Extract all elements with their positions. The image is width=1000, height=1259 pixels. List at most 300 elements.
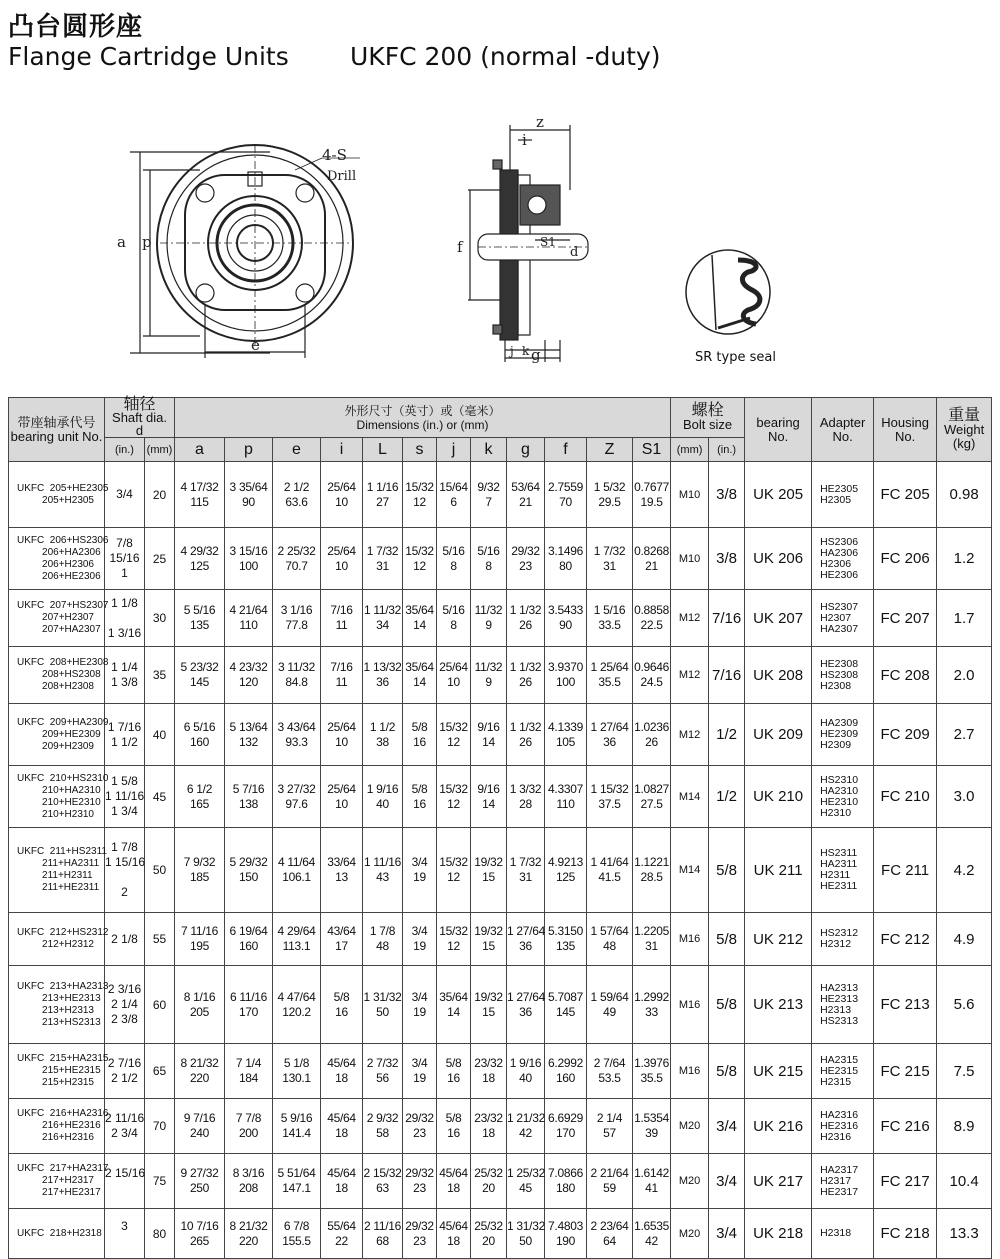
dim-cell-g — [507, 590, 545, 647]
dim-mm-value: 15 — [482, 1004, 495, 1019]
dim-inch-value: 9 27/32 — [180, 1166, 219, 1180]
dim-inch-value: 15/32 — [439, 924, 468, 938]
dim-cell-a — [175, 766, 225, 828]
dim-inch-value: 29/32 — [405, 1218, 434, 1233]
dim-cell-l — [363, 647, 403, 704]
dim-inch-value: 2 1/4 — [596, 1111, 623, 1125]
dim-mm-value: 43 — [376, 870, 389, 884]
dim-mm-value: 100 — [238, 558, 259, 573]
weight-cell: 1.7 — [937, 590, 992, 647]
dim-inch-value: 2.7559 — [548, 479, 583, 494]
dim-cell-l — [363, 1099, 403, 1154]
shaft-mm-cell: 25 — [145, 528, 175, 590]
dim-inch-value: 15/64 — [439, 479, 468, 494]
bearing-no-cell: UK 206 — [745, 528, 812, 590]
dim-inch-value: 7 1/4 — [235, 1056, 262, 1070]
dim-cell-a — [175, 828, 225, 913]
bolt-in-cell: 5/8 — [709, 1044, 745, 1099]
dim-cell-e — [273, 462, 321, 528]
shaft-in-cell: 1 7/16 1 1/2 — [105, 704, 145, 766]
dim-inch-value: 1.1221 — [634, 855, 669, 869]
bearing-unit-cell: UKFC 218+H2318 — [9, 1209, 105, 1259]
header-dim-j: j — [437, 438, 471, 462]
dim-mm-value: 208 — [238, 1181, 259, 1195]
dim-mm-value: 18 — [335, 1071, 348, 1085]
side-view — [468, 125, 590, 362]
dim-cell-f — [545, 1154, 587, 1209]
dim-inch-value: 6 5/16 — [183, 719, 216, 734]
dim-mm-value: 68 — [376, 1233, 389, 1248]
dim-inch-value: 2 15/32 — [363, 1166, 402, 1180]
table-row — [9, 704, 992, 766]
dim-inch-value: 4 29/64 — [277, 924, 316, 938]
shaft-in-cell: 1 1/8 1 3/16 — [105, 590, 145, 647]
dim-inch-value: 1 21/32 — [507, 1111, 545, 1125]
bolt-in-cell: 3/8 — [709, 462, 745, 528]
dim-inch-value: 3/4 — [411, 855, 428, 869]
dim-inch-value: 6 7/8 — [283, 1218, 310, 1233]
dim-mm-value: 18 — [447, 1181, 460, 1195]
bolt-mm-cell: M20 — [671, 1154, 709, 1209]
header-bolt-mm: (mm) — [671, 438, 709, 462]
dim-mm-value: 11 — [335, 675, 348, 689]
dim-inch-value: 5/16 — [477, 543, 500, 558]
dim-mm-value: 141.4 — [282, 1126, 311, 1140]
dim-mm-value: 28 — [519, 796, 532, 811]
dim-mm-value: 135 — [189, 618, 210, 632]
dim-inch-value: 25/64 — [327, 479, 356, 494]
series-title: UKFC 200 (normal -duty) — [350, 42, 661, 71]
dim-inch-value: 7 9/32 — [183, 855, 216, 869]
dim-inch-value: 1 15/32 — [590, 781, 629, 796]
dim-label-i: i — [522, 131, 527, 149]
bolt-mm-cell: M12 — [671, 647, 709, 704]
dim-mm-value: 27.5 — [640, 796, 663, 811]
bearing-unit-cell: UKFC 212+HS2312 212+H2312 — [9, 913, 105, 966]
dim-mm-value: 170 — [555, 1126, 576, 1140]
dim-mm-value: 18 — [335, 1181, 348, 1195]
bolt-mm-cell: M16 — [671, 1044, 709, 1099]
header-dimensions — [175, 398, 671, 438]
shaft-in-cell: 1 5/8 1 11/16 1 3/4 — [105, 766, 145, 828]
dim-mm-value: 12 — [447, 870, 460, 884]
dim-inch-value: 5/8 — [411, 719, 428, 734]
dim-cell-g — [507, 704, 545, 766]
dim-mm-value: 132 — [238, 734, 259, 749]
dim-inch-value: 5 9/16 — [280, 1111, 313, 1125]
dim-mm-value: 16 — [447, 1126, 460, 1140]
dim-inch-value: 1.2205 — [634, 924, 669, 938]
dim-inch-value: 0.8858 — [634, 603, 669, 617]
dim-cell-z — [587, 1154, 633, 1209]
header-dim-f: f — [545, 438, 587, 462]
adapter-no-cell: HS2311 HA2311 H2311 HE2311 — [812, 828, 874, 913]
dim-cell-s1 — [633, 966, 671, 1044]
dim-mm-value: 36 — [376, 675, 389, 689]
bolt-in-cell: 3/4 — [709, 1154, 745, 1209]
dim-cell-e — [273, 766, 321, 828]
weight-cell: 0.98 — [937, 462, 992, 528]
dim-mm-value: 160 — [189, 734, 210, 749]
dim-inch-value: 0.8268 — [634, 543, 669, 558]
dim-mm-value: 125 — [555, 870, 576, 884]
dim-mm-value: 265 — [189, 1233, 210, 1248]
dim-mm-value: 20 — [482, 1181, 495, 1195]
dim-mm-value: 115 — [190, 494, 209, 509]
weight-cell: 3.0 — [937, 766, 992, 828]
dim-cell-g — [507, 966, 545, 1044]
dim-inch-value: 25/32 — [474, 1218, 503, 1233]
bolt-mm-cell: M10 — [671, 462, 709, 528]
dim-mm-value: 48 — [603, 939, 616, 953]
dim-mm-value: 21 — [645, 558, 658, 573]
dim-inch-value: 25/32 — [474, 1166, 503, 1180]
dim-mm-value: 100 — [555, 675, 576, 689]
dim-cell-f — [545, 766, 587, 828]
shaft-in-cell: 7/8 15/16 1 — [105, 528, 145, 590]
bolt-in-cell: 1/2 — [709, 704, 745, 766]
dim-cell-i — [321, 462, 363, 528]
dim-inch-value: 5 51/64 — [277, 1166, 316, 1180]
dim-mm-value: 147.1 — [282, 1181, 311, 1195]
dim-cell-i — [321, 966, 363, 1044]
dim-cell-z — [587, 590, 633, 647]
dim-mm-value: 9 — [485, 618, 492, 632]
dim-inch-value: 2 23/64 — [590, 1218, 629, 1233]
bearing-unit-cell: UKFC 207+HS2307 207+H2307 207+HA2307 — [9, 590, 105, 647]
dim-mm-value: 16 — [413, 796, 426, 811]
table-row — [9, 1154, 992, 1209]
dim-inch-value: 1 11/32 — [363, 603, 402, 617]
dim-mm-value: 45 — [519, 1181, 532, 1195]
dim-label-e: e — [251, 336, 260, 354]
dim-cell-l — [363, 1209, 403, 1259]
dim-inch-value: 4.1339 — [548, 719, 583, 734]
dim-mm-value: 56 — [376, 1071, 389, 1085]
bearing-no-cell: UK 211 — [745, 828, 812, 913]
shaft-mm-cell: 70 — [145, 1099, 175, 1154]
dim-inch-value: 2 1/2 — [283, 479, 310, 494]
bolt-mm-cell: M12 — [671, 590, 709, 647]
dim-mm-value: 23 — [519, 558, 532, 573]
dim-mm-value: 160 — [238, 939, 259, 953]
dim-mm-value: 120 — [238, 675, 259, 689]
dim-mm-value: 48 — [376, 939, 389, 953]
dim-inch-value: 1 27/64 — [507, 924, 545, 938]
shaft-mm-cell: 50 — [145, 828, 175, 913]
bolt-in-cell: 3/4 — [709, 1099, 745, 1154]
shaft-mm-cell: 55 — [145, 913, 175, 966]
dim-mm-value: 27 — [376, 494, 389, 509]
housing-no-cell: FC 213 — [874, 966, 937, 1044]
dim-cell-e — [273, 1154, 321, 1209]
dim-cell-k — [471, 528, 507, 590]
dim-inch-value: 5.7087 — [548, 989, 583, 1004]
dim-mm-value: 130.1 — [282, 1071, 311, 1085]
dim-mm-value: 220 — [238, 1233, 259, 1248]
dim-cell-z — [587, 647, 633, 704]
dim-inch-value: 45/64 — [439, 1218, 468, 1233]
dim-cell-a — [175, 462, 225, 528]
dim-cell-l — [363, 766, 403, 828]
dim-inch-value: 1 7/32 — [366, 543, 399, 558]
dim-inch-value: 5/16 — [442, 543, 465, 558]
dim-mm-value: 7 — [485, 494, 492, 509]
dim-mm-value: 42 — [645, 1233, 658, 1248]
bolt-mm-cell: M10 — [671, 528, 709, 590]
dim-inch-value: 3/4 — [411, 989, 428, 1004]
dim-cell-s — [403, 590, 437, 647]
table-header — [9, 398, 992, 462]
weight-cell: 7.5 — [937, 1044, 992, 1099]
weight-cell: 1.2 — [937, 528, 992, 590]
dim-mm-value: 97.6 — [285, 796, 308, 811]
dim-cell-j — [437, 704, 471, 766]
dim-mm-value: 84.8 — [285, 675, 308, 689]
housing-no-cell: FC 215 — [874, 1044, 937, 1099]
dim-inch-value: 15/32 — [439, 719, 468, 734]
dim-inch-value: 33/64 — [327, 855, 356, 869]
dim-mm-value: 8 — [450, 558, 457, 573]
dim-inch-value: 1.0827 — [634, 781, 669, 796]
dim-cell-j — [437, 1044, 471, 1099]
dim-inch-value: 43/64 — [327, 924, 356, 938]
dim-cell-s1 — [633, 913, 671, 966]
dim-cell-j — [437, 913, 471, 966]
bearing-unit-cell: UKFC 205+HE2305 205+H2305 — [9, 462, 105, 528]
dim-cell-p — [225, 1099, 273, 1154]
shaft-in-cell: 1 1/4 1 3/8 — [105, 647, 145, 704]
table-row — [9, 647, 992, 704]
dim-mm-value: 23 — [413, 1181, 426, 1195]
dim-mm-value: 33.5 — [598, 618, 621, 632]
dim-inch-value: 3/4 — [411, 924, 428, 938]
dim-inch-value: 45/64 — [327, 1056, 356, 1070]
header-unit-cn: 带座轴承代号 — [17, 414, 96, 430]
dim-cell-s — [403, 766, 437, 828]
dim-inch-value: 29/32 — [511, 543, 540, 558]
dim-mm-value: 63 — [376, 1181, 389, 1195]
dim-cell-s — [403, 462, 437, 528]
adapter-no-cell: H2318 — [812, 1209, 874, 1259]
dim-cell-l — [363, 704, 403, 766]
housing-no-cell: FC 218 — [874, 1209, 937, 1259]
dim-mm-value: 80 — [559, 558, 572, 573]
dim-inch-value: 25/64 — [327, 543, 356, 558]
bearing-no-cell: UK 215 — [745, 1044, 812, 1099]
dim-cell-a — [175, 647, 225, 704]
housing-no-cell: FC 206 — [874, 528, 937, 590]
dim-cell-s1 — [633, 590, 671, 647]
dim-cell-k — [471, 590, 507, 647]
dim-cell-j — [437, 1099, 471, 1154]
dim-inch-value: 9/16 — [477, 719, 500, 734]
header-weight-cn: 重量 — [948, 406, 981, 424]
dim-label-k: k — [522, 344, 530, 358]
dim-mm-value: 22.5 — [640, 618, 663, 632]
dim-mm-value: 28.5 — [640, 870, 663, 884]
dim-inch-value: 7.4803 — [548, 1218, 583, 1233]
dim-cell-s — [403, 1209, 437, 1259]
dim-cell-l — [363, 590, 403, 647]
dim-mm-value: 205 — [189, 1004, 210, 1019]
dim-inch-value: 23/32 — [474, 1056, 503, 1070]
header-adapter-no: Adapter No. — [812, 398, 874, 462]
dim-inch-value: 4 23/32 — [229, 660, 268, 674]
dim-mm-value: 110 — [239, 618, 258, 632]
dim-inch-value: 4.3307 — [548, 781, 583, 796]
dim-inch-value: 1.3976 — [634, 1056, 669, 1070]
dim-mm-value: 250 — [189, 1181, 210, 1195]
dim-inch-value: 6.2992 — [548, 1056, 583, 1070]
shaft-in-cell: 2 3/16 2 1/4 2 3/8 — [105, 966, 145, 1044]
dim-inch-value: 45/64 — [327, 1166, 356, 1180]
dim-mm-value: 37.5 — [598, 796, 621, 811]
dim-inch-value: 35/64 — [405, 603, 434, 617]
bearing-no-cell: UK 205 — [745, 462, 812, 528]
dim-inch-value: 1 9/16 — [509, 1056, 542, 1070]
adapter-no-cell: HA2315 HE2315 H2315 — [812, 1044, 874, 1099]
dim-mm-value: 22 — [335, 1233, 348, 1248]
dim-cell-s1 — [633, 1044, 671, 1099]
adapter-no-cell: HS2306 HA2306 H2306 HE2306 — [812, 528, 874, 590]
dim-inch-value: 1 59/64 — [590, 989, 629, 1004]
dim-cell-f — [545, 528, 587, 590]
shaft-mm-cell: 20 — [145, 462, 175, 528]
dim-mm-value: 23 — [413, 1233, 426, 1248]
dim-inch-value: 6 19/64 — [229, 924, 268, 938]
adapter-no-cell: HA2313 HE2313 H2313 HS2313 — [812, 966, 874, 1044]
dim-label-s1: S1 — [540, 235, 556, 249]
dim-cell-s — [403, 704, 437, 766]
adapter-no-cell: HA2317 H2317 HE2317 — [812, 1154, 874, 1209]
dim-mm-value: 8 — [450, 618, 457, 632]
dim-inch-value: 9/32 — [477, 479, 500, 494]
bolt-in-cell: 5/8 — [709, 966, 745, 1044]
bearing-no-cell: UK 218 — [745, 1209, 812, 1259]
dim-cell-s — [403, 1099, 437, 1154]
dim-cell-g — [507, 647, 545, 704]
dim-mm-value: 185 — [189, 870, 210, 884]
shaft-mm-cell: 40 — [145, 704, 175, 766]
dim-cell-p — [225, 590, 273, 647]
bearing-no-cell: UK 217 — [745, 1154, 812, 1209]
dim-cell-p — [225, 528, 273, 590]
dim-mm-value: 180 — [555, 1181, 576, 1195]
dim-mm-value: 24.5 — [640, 675, 663, 689]
dim-inch-value: 1.6535 — [634, 1218, 669, 1233]
dim-cell-z — [587, 966, 633, 1044]
dim-cell-s — [403, 1154, 437, 1209]
dim-inch-value: 6 11/16 — [229, 989, 268, 1004]
bolt-mm-cell: M16 — [671, 966, 709, 1044]
dim-mm-value: 31 — [376, 558, 389, 573]
dim-mm-value: 50 — [376, 1004, 389, 1019]
dim-inch-value: 5/8 — [445, 1111, 462, 1125]
dim-mm-value: 12 — [447, 796, 460, 811]
dim-mm-value: 8 — [485, 558, 492, 573]
housing-no-cell: FC 207 — [874, 590, 937, 647]
dim-inch-value: 29/32 — [405, 1166, 434, 1180]
dim-inch-value: 25/64 — [327, 719, 356, 734]
dim-inch-value: 55/64 — [327, 1218, 356, 1233]
dim-cell-e — [273, 913, 321, 966]
dim-mm-value: 36 — [519, 939, 532, 953]
dim-mm-value: 19 — [413, 1004, 426, 1019]
shaft-mm-cell: 65 — [145, 1044, 175, 1099]
header-dim-s: s — [403, 438, 437, 462]
dim-inch-value: 35/64 — [439, 989, 468, 1004]
dim-inch-value: 2 9/32 — [366, 1111, 399, 1125]
housing-no-cell: FC 212 — [874, 913, 937, 966]
dim-mm-value: 23 — [413, 1126, 426, 1140]
dim-mm-value: 42 — [519, 1126, 532, 1140]
dim-mm-value: 170 — [238, 1004, 259, 1019]
dim-inch-value: 1 7/32 — [509, 855, 542, 869]
table-row — [9, 590, 992, 647]
dim-inch-value: 2 21/64 — [590, 1166, 629, 1180]
dim-cell-a — [175, 1209, 225, 1259]
dim-inch-value: 2 25/32 — [277, 543, 316, 558]
dim-inch-value: 0.7677 — [634, 479, 669, 494]
weight-cell: 4.2 — [937, 828, 992, 913]
dim-inch-value: 6.6929 — [548, 1111, 583, 1125]
dim-inch-value: 3 11/32 — [277, 660, 316, 674]
bolt-mm-cell: M14 — [671, 828, 709, 913]
bolt-in-cell: 3/8 — [709, 528, 745, 590]
shaft-in-cell: 2 11/16 2 3/4 — [105, 1099, 145, 1154]
dim-mm-value: 12 — [447, 939, 460, 953]
dim-inch-value: 1.2992 — [634, 989, 669, 1004]
dim-cell-p — [225, 913, 273, 966]
dim-inch-value: 1 1/32 — [509, 603, 542, 617]
dim-inch-value: 0.9646 — [634, 660, 669, 674]
dim-cell-p — [225, 1044, 273, 1099]
dim-inch-value: 3.9370 — [548, 660, 583, 674]
dim-inch-value: 3 43/64 — [277, 719, 316, 734]
dim-cell-i — [321, 590, 363, 647]
dim-mm-value: 14 — [413, 618, 426, 632]
dim-cell-s1 — [633, 462, 671, 528]
dim-mm-value: 113.1 — [282, 939, 311, 953]
header-bolt-in: (in.) — [709, 438, 745, 462]
header-dim-e: e — [273, 438, 321, 462]
dim-cell-j — [437, 528, 471, 590]
dim-cell-f — [545, 1099, 587, 1154]
dim-cell-l — [363, 528, 403, 590]
dim-cell-p — [225, 966, 273, 1044]
dim-inch-value: 1 31/32 — [507, 1218, 545, 1233]
adapter-no-cell: HA2309 HE2309 H2309 — [812, 704, 874, 766]
dim-inch-value: 2 7/64 — [593, 1056, 626, 1070]
dim-inch-value: 2 11/16 — [363, 1218, 402, 1233]
dim-mm-value: 33 — [645, 1004, 658, 1019]
weight-cell: 8.9 — [937, 1099, 992, 1154]
weight-cell: 4.9 — [937, 913, 992, 966]
weight-cell: 13.3 — [937, 1209, 992, 1259]
dim-cell-e — [273, 966, 321, 1044]
bolt-in-cell: 7/16 — [709, 590, 745, 647]
dim-cell-g — [507, 766, 545, 828]
dim-mm-value: 10 — [335, 796, 348, 811]
header-shaft-in: (in.) — [105, 438, 145, 462]
dim-inch-value: 1 3/32 — [509, 781, 542, 796]
dim-cell-s — [403, 966, 437, 1044]
dim-mm-value: 200 — [238, 1126, 259, 1140]
dim-mm-value: 19 — [413, 870, 426, 884]
dim-cell-s — [403, 647, 437, 704]
dim-mm-value: 184 — [238, 1071, 259, 1085]
